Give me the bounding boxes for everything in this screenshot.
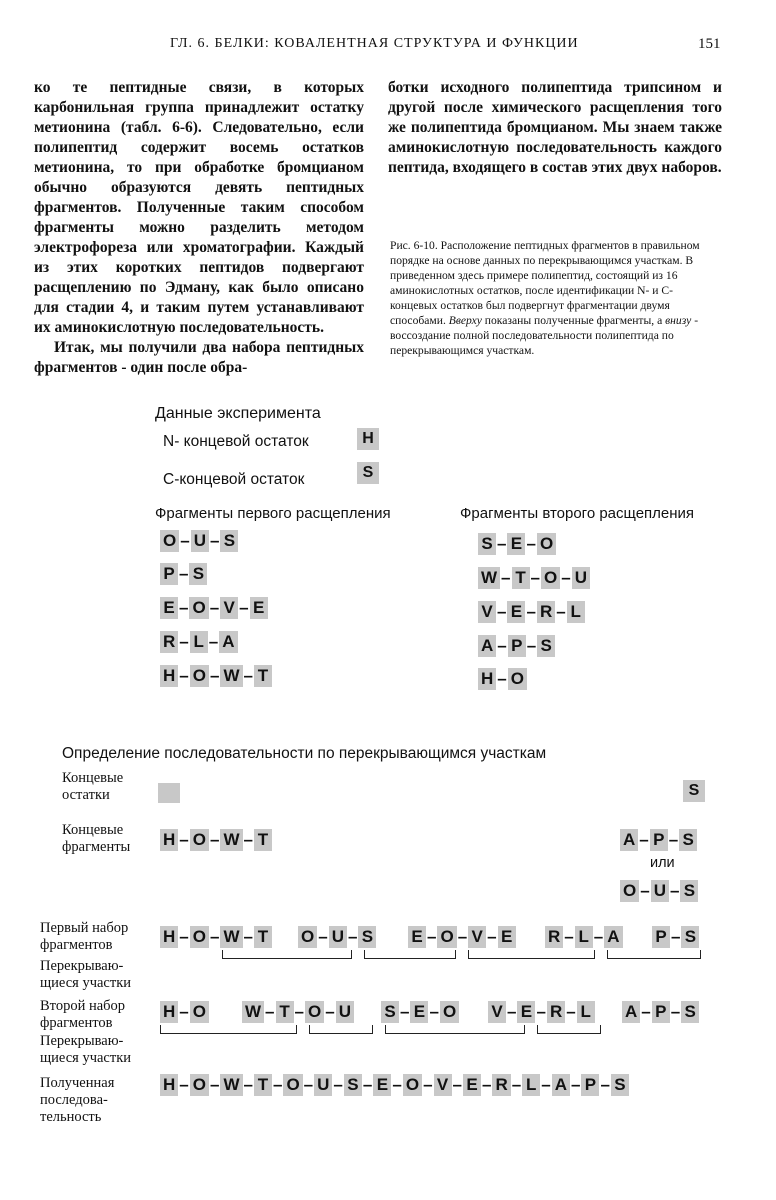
end-fragments-label-1: Концевые: [62, 822, 124, 838]
n-term-label: N- концевой остаток: [163, 433, 309, 450]
residue: E: [498, 926, 516, 948]
residue: H: [160, 1001, 178, 1023]
first-set-label: [40, 920, 128, 954]
bond-dash: –: [497, 602, 507, 621]
caption-mid: показаны полученные фрагменты, а: [481, 314, 666, 327]
bond-dash: –: [639, 830, 649, 849]
residue: T: [512, 567, 530, 589]
overlap-bracket: [607, 950, 701, 959]
residue: O: [160, 530, 179, 552]
overlap-bracket: [468, 950, 595, 959]
residue: T: [254, 829, 272, 851]
n-term-residue: H: [357, 428, 379, 450]
residue: L: [522, 1074, 540, 1096]
residue: L: [567, 601, 585, 623]
residue: W: [220, 1074, 242, 1096]
residue: U: [329, 926, 347, 948]
second-fragment: [478, 567, 590, 589]
second-fragment: [478, 668, 527, 690]
page-number: 151: [698, 36, 721, 52]
first-set-fragment: [408, 926, 516, 948]
residue: O: [537, 533, 556, 555]
bond-dash: –: [452, 1075, 462, 1094]
bond-dash: –: [427, 927, 437, 946]
residue: S: [680, 880, 698, 902]
bond-dash: –: [362, 1075, 373, 1094]
residue: T: [276, 1001, 294, 1023]
residue: W: [220, 829, 242, 851]
bond-dash: –: [318, 927, 328, 946]
figure-caption: [390, 238, 710, 358]
bond-dash: –: [497, 636, 507, 655]
bond-dash: –: [179, 830, 189, 849]
residue: L: [190, 631, 208, 653]
bond-dash: –: [457, 927, 468, 946]
bond-dash: –: [303, 1075, 314, 1094]
bond-dash: –: [272, 1075, 283, 1094]
residue: V: [468, 926, 486, 948]
c-term-label: С-концевой остаток: [163, 471, 305, 488]
bond-dash: –: [243, 1075, 253, 1094]
overlap-bracket: [222, 950, 352, 959]
result-label: [40, 1075, 114, 1126]
residue: E: [160, 597, 178, 619]
end-residue-right: S: [683, 780, 705, 802]
caption-top-word: Вверху: [448, 314, 482, 327]
first-cleavage-title: Фрагменты первого расщепления: [155, 505, 391, 522]
left-column: [34, 78, 364, 378]
result-label-3: тельность: [40, 1109, 102, 1125]
residue: S: [681, 1001, 699, 1023]
residue: H: [160, 926, 178, 948]
first-fragment: [160, 530, 238, 552]
residue: R: [160, 631, 178, 653]
residue: O: [298, 926, 317, 948]
bond-dash: –: [239, 598, 249, 617]
first-set-fragment: [298, 926, 376, 948]
second-set-fragment: [622, 1001, 699, 1023]
residue: O: [541, 567, 560, 589]
residue: O: [283, 1074, 302, 1096]
bond-dash: –: [501, 568, 511, 587]
second-set-fragment: [381, 1001, 459, 1023]
residue: A: [219, 631, 237, 653]
first-set-fragment: [545, 926, 623, 948]
bond-dash: –: [429, 1002, 439, 1021]
caption-lead: Рис. 6-10. Расположение пептидных фрагментов в правильном порядке на основе данных по перекрывающимся участкам. В приведенном здесь примере полипептид, состоящий из 16 аминокислотных остатков, после идентификации N- и С-концевых остатков был подвергнут фрагментации двумя способами.: [390, 239, 700, 327]
residue: S: [344, 1074, 362, 1096]
residue: R: [537, 601, 555, 623]
residue: L: [577, 1001, 595, 1023]
residue: O: [620, 880, 639, 902]
bond-dash: –: [564, 927, 574, 946]
bond-dash: –: [179, 632, 189, 651]
bond-dash: –: [507, 1002, 517, 1021]
residue: A: [604, 926, 622, 948]
first-set-label-2: фрагментов: [40, 937, 113, 953]
residue: A: [622, 1001, 640, 1023]
bond-dash: –: [179, 666, 189, 685]
bond-dash: –: [482, 1075, 492, 1094]
bond-dash: –: [526, 602, 536, 621]
second-fragment: [478, 635, 555, 657]
residue: P: [508, 635, 526, 657]
overlap-label-2: щиеся участки: [40, 975, 132, 991]
residue: A: [478, 635, 496, 657]
first-fragment: [160, 665, 272, 687]
bond-dash: –: [209, 531, 220, 550]
bond-dash: –: [668, 830, 679, 849]
result-label-1: Полученная: [40, 1075, 115, 1091]
residue: A: [620, 829, 638, 851]
residue: E: [408, 926, 426, 948]
residue: V: [434, 1074, 452, 1096]
bond-dash: –: [294, 1002, 304, 1021]
bond-dash: –: [570, 1075, 581, 1094]
residue: R: [492, 1074, 510, 1096]
bond-dash: –: [671, 927, 681, 946]
bond-dash: –: [497, 669, 507, 688]
residue: W: [478, 567, 500, 589]
second-set-fragment: [160, 1001, 209, 1023]
overlap2-label-1: Перекрываю-: [40, 1033, 124, 1049]
residue: P: [652, 1001, 670, 1023]
residue: E: [507, 533, 525, 555]
bond-dash: –: [208, 632, 219, 651]
bond-dash: –: [243, 830, 253, 849]
first-set-fragment: [160, 926, 272, 948]
overlap2-label-2: щиеся участки: [40, 1050, 132, 1066]
second-set-label-2: фрагментов: [40, 1015, 113, 1031]
bond-dash: –: [179, 927, 189, 946]
overlap-bracket: [364, 950, 456, 959]
second-fragment: [478, 533, 556, 555]
residue: U: [572, 567, 590, 589]
end-residues-label: [62, 770, 123, 804]
second-set-label-1: Второй набор: [40, 998, 126, 1014]
residue: V: [488, 1001, 506, 1023]
residue: H: [478, 668, 496, 690]
or-word: или: [650, 855, 675, 871]
residue: S: [220, 530, 238, 552]
bond-dash: –: [511, 1075, 522, 1094]
residue: O: [403, 1074, 422, 1096]
bond-dash: –: [566, 1002, 576, 1021]
first-set-fragment: [652, 926, 699, 948]
exp-title: Данные эксперимента: [155, 405, 321, 422]
overlap-bracket: [309, 1025, 373, 1034]
residue: U: [314, 1074, 332, 1096]
right-paragraph-1: ботки исходного полипептида трипсином и другой после химического расщепления того же полипептида бромцианом. Мы знаем также аминокислотную последовательность каждого пептида, входящего в состав этих двух наборов.: [388, 79, 722, 176]
first-fragment: [160, 631, 238, 653]
bond-dash: –: [209, 666, 220, 685]
bond-dash: –: [497, 534, 507, 553]
residue: P: [581, 1074, 599, 1096]
residue: O: [508, 668, 527, 690]
bond-dash: –: [561, 568, 571, 587]
bond-dash: –: [536, 1002, 546, 1021]
bond-dash: –: [179, 598, 189, 617]
residue: E: [410, 1001, 428, 1023]
second-set-fragment: [242, 1001, 354, 1023]
residue: O: [190, 829, 209, 851]
running-title: ГЛ. 6. БЕЛКИ: КОВАЛЕНТНАЯ СТРУКТУРА И ФУНКЦИИ: [170, 36, 579, 51]
overlap-label: [40, 958, 131, 992]
end-residue-left-box: [158, 783, 180, 803]
first-fragment: [160, 563, 207, 585]
residue: S: [381, 1001, 399, 1023]
residue: L: [575, 926, 593, 948]
residue: O: [437, 926, 456, 948]
bond-dash: –: [243, 927, 253, 946]
result-label-2: последова-: [40, 1092, 108, 1108]
residue: T: [254, 926, 272, 948]
residue: S: [681, 926, 699, 948]
residue: W: [242, 1001, 264, 1023]
residue: R: [545, 926, 563, 948]
bond-dash: –: [487, 927, 497, 946]
overlap-bracket: [537, 1025, 601, 1034]
bond-dash: –: [593, 927, 604, 946]
residue: W: [220, 926, 242, 948]
residue: T: [254, 1074, 272, 1096]
residue: E: [250, 597, 268, 619]
residue: T: [254, 665, 272, 687]
bond-dash: –: [179, 1002, 189, 1021]
second-set-label: [40, 998, 125, 1032]
end-residues-label-1: Концевые: [62, 770, 124, 786]
first-fragment: [160, 597, 268, 619]
second-cleavage-title: Фрагменты второго расщепления: [460, 505, 695, 522]
bond-dash: –: [600, 1075, 610, 1094]
residue: E: [517, 1001, 535, 1023]
end-fragment-left: [160, 829, 272, 851]
residue: P: [652, 926, 670, 948]
residue: V: [220, 597, 238, 619]
residue: E: [463, 1074, 481, 1096]
bond-dash: –: [179, 1075, 189, 1094]
residue: R: [547, 1001, 565, 1023]
residue: O: [440, 1001, 459, 1023]
overlap-label-1: Перекрываю-: [40, 958, 124, 974]
residue: S: [611, 1074, 629, 1096]
residue: U: [336, 1001, 354, 1023]
end-residues-label-2: остатки: [62, 787, 110, 803]
residue: H: [160, 829, 178, 851]
right-column: [388, 78, 722, 178]
result-sequence: [160, 1074, 629, 1096]
end-fragment-right-b: [620, 880, 698, 902]
bond-dash: –: [209, 927, 220, 946]
residue: U: [191, 530, 209, 552]
left-paragraph-1: ко те пептидные связи, в которых карбонильная группа принадлежит остатку метионина (табл. 6-6). Следовательно, если полипептид содержит восемь остатков метионина, то при обработке бромцианом обычно образуются девять пептидных фрагментов. Полученные таким способом фрагменты можно разделить методом электрофореза или хроматографии. Каждый из этих коротких пептидов подвергают расщеплению по Эдману, как было описано для стадии 4, и таким путем устанавливают их аминокислотную последовательность.: [34, 79, 364, 336]
bond-dash: –: [541, 1075, 551, 1094]
bond-dash: –: [333, 1075, 343, 1094]
bond-dash: –: [209, 1075, 220, 1094]
residue: V: [478, 601, 496, 623]
residue: S: [358, 926, 376, 948]
overlap-bracket: [385, 1025, 525, 1034]
overlap-bracket: [160, 1025, 297, 1034]
residue: E: [373, 1074, 391, 1096]
residue: W: [220, 665, 242, 687]
residue: O: [190, 665, 209, 687]
bond-dash: –: [640, 881, 650, 900]
overlap-title: Определение последовательности по перекрывающимся участкам: [62, 745, 547, 762]
first-set-label-1: Первый набор: [40, 920, 129, 936]
bond-dash: –: [209, 830, 220, 849]
caption-tail: - воссоздание полной последовательности полипептида по перекрывающимся участкам.: [390, 314, 699, 357]
residue: S: [189, 563, 207, 585]
bond-dash: –: [670, 1002, 681, 1021]
overlap2-label: [40, 1033, 131, 1067]
bond-dash: –: [530, 568, 540, 587]
end-fragment-right-a: [620, 829, 697, 851]
c-term-residue: S: [357, 462, 379, 484]
bond-dash: –: [526, 534, 536, 553]
residue: P: [650, 829, 668, 851]
residue: O: [190, 1074, 209, 1096]
bond-dash: –: [641, 1002, 651, 1021]
bond-dash: –: [392, 1075, 402, 1094]
residue: O: [305, 1001, 324, 1023]
residue: S: [478, 533, 496, 555]
bond-dash: –: [325, 1002, 335, 1021]
end-fragments-label: [62, 822, 130, 856]
bond-dash: –: [400, 1002, 410, 1021]
residue: H: [160, 665, 178, 687]
bond-dash: –: [179, 564, 189, 583]
second-set-fragment: [488, 1001, 595, 1023]
residue: P: [160, 563, 178, 585]
second-fragment: [478, 601, 585, 623]
bond-dash: –: [526, 636, 537, 655]
residue: S: [537, 635, 555, 657]
residue: H: [160, 1074, 178, 1096]
bond-dash: –: [347, 927, 358, 946]
residue: A: [552, 1074, 570, 1096]
bond-dash: –: [265, 1002, 275, 1021]
residue: O: [190, 926, 209, 948]
residue: O: [189, 597, 208, 619]
bond-dash: –: [556, 602, 566, 621]
bond-dash: –: [669, 881, 680, 900]
caption-bottom-word: внизу: [665, 314, 692, 327]
left-paragraph-2: Итак, мы получили два набора пептидных фрагментов - один после обра-: [34, 339, 364, 376]
residue: E: [507, 601, 525, 623]
bond-dash: –: [243, 666, 253, 685]
residue: U: [651, 880, 669, 902]
bond-dash: –: [209, 598, 220, 617]
bond-dash: –: [180, 531, 190, 550]
end-fragments-label-2: фрагменты: [62, 839, 131, 855]
residue: S: [679, 829, 697, 851]
bond-dash: –: [423, 1075, 433, 1094]
residue: O: [190, 1001, 209, 1023]
